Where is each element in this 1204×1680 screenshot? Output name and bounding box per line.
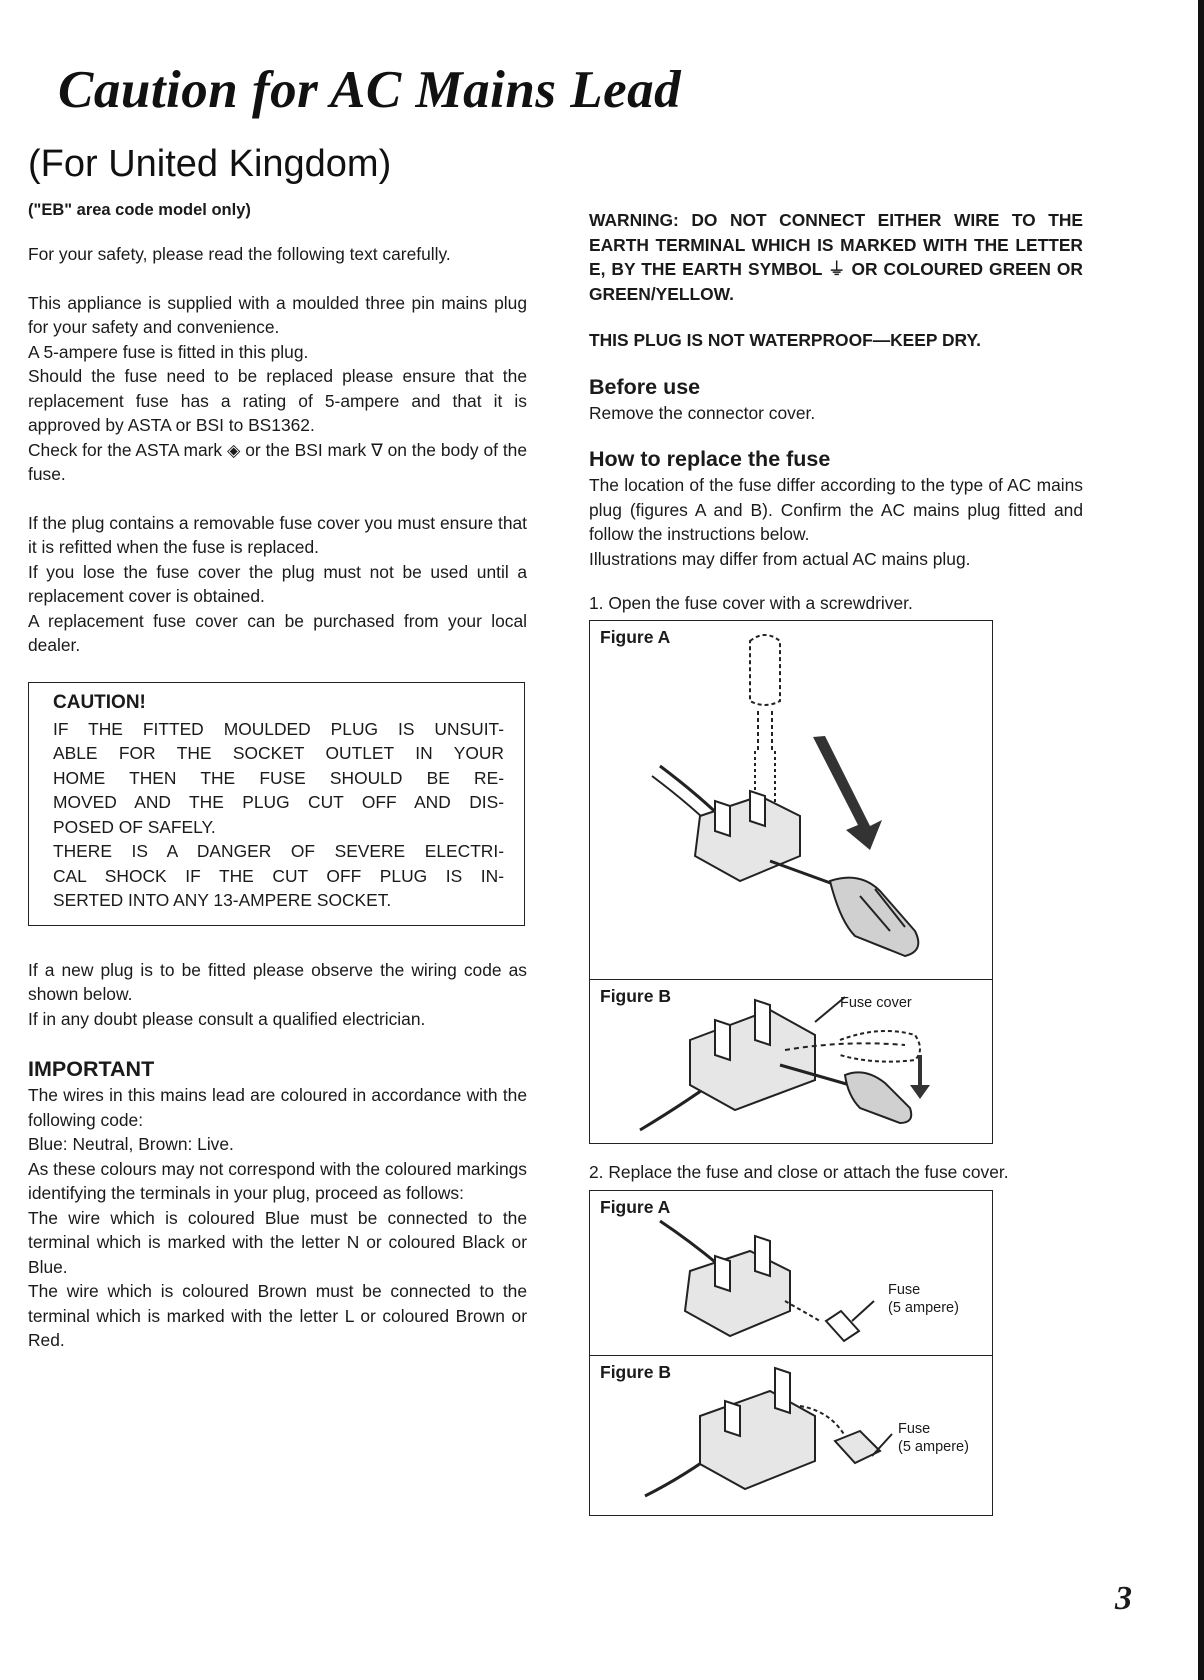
step1-figure-b: [589, 980, 993, 1144]
caution-line: IF THE FITTED MOULDED PLUG IS UNSUIT-: [53, 718, 504, 739]
wiring-note: If in any doubt please consult a qualified electrician.: [28, 1008, 426, 1029]
important-line: The wire which is coloured Brown must be connected to the terminal which is marked with the letter L or coloured Brown or Red.: [28, 1281, 527, 1350]
replace-fuse-text: Illustrations may differ from actual AC mains plug.: [589, 548, 971, 569]
scan-edge: [1198, 0, 1204, 1680]
left-column: [28, 198, 527, 1353]
replace-fuse-heading: How to replace the fuse: [589, 447, 831, 471]
fuse-label: Fuse: [898, 1421, 931, 1437]
caution-box: [28, 682, 525, 926]
important-heading: IMPORTANT: [28, 1057, 155, 1081]
figure-b-label: Figure B: [600, 985, 671, 1006]
fuse-cover-line: If you lose the fuse cover the plug must not be used until a replacement cover is obtained.: [28, 561, 527, 606]
caution-line: MOVED AND THE PLUG CUT OFF AND DIS-: [53, 792, 504, 812]
step-2-text: 2. Replace the fuse and close or attach the fuse cover.: [589, 1161, 1009, 1182]
step1-figure-a: [589, 620, 993, 980]
page-subtitle: (For United Kingdom): [28, 143, 392, 185]
screwdriver-plug-illustration: [590, 621, 994, 981]
caution-line: POSED OF SAFELY.: [53, 816, 216, 837]
step-1-text: 1. Open the fuse cover with a screwdriver.: [589, 593, 913, 613]
fuse-cover-line: If the plug contains a removable fuse cover you must ensure that it is refitted when the fuse is replaced.: [28, 512, 527, 557]
important-line: The wires in this mains lead are coloured in accordance with the following code:: [28, 1085, 527, 1130]
waterproof-warning: THIS PLUG IS NOT WATERPROOF—KEEP DRY.: [589, 330, 981, 350]
important-line: As these colours may not correspond with the coloured markings identifying the terminals in your plug, proceed as follows:: [28, 1158, 527, 1203]
figure-b-label-2: Figure B: [600, 1362, 671, 1382]
replace-fuse-text: The location of the fuse differ according to the type of AC mains plug (figures A and B). Confirm the AC mains plug fitted and follow the instructions below.: [589, 475, 1083, 544]
page-title: Caution for AC Mains Lead: [58, 61, 682, 119]
before-use-heading: Before use: [589, 374, 701, 399]
safety-intro: For your safety, please read the following text carefully.: [28, 244, 451, 264]
caution-line: THERE IS A DANGER OF SEVERE ELECTRI-: [53, 841, 504, 861]
step2-figure-a: [589, 1190, 993, 1356]
fuse-rating: (5 ampere): [898, 1439, 969, 1455]
caution-heading: CAUTION!: [53, 691, 146, 713]
plug-info-line: This appliance is supplied with a moulded three pin mains plug for your safety and convenience.: [28, 292, 527, 337]
plug-info-line: A 5-ampere fuse is fitted in this plug.: [28, 341, 309, 362]
caution-line: ABLE FOR THE SOCKET OUTLET IN YOUR: [53, 743, 504, 763]
fuse-rating: (5 ampere): [888, 1300, 959, 1316]
important-line: The wire which is coloured Blue must be connected to the terminal which is marked with the letter N or coloured Black or Blue.: [28, 1207, 527, 1277]
fuse-callout-a: [888, 1281, 959, 1317]
fuse-cover-label: Fuse cover: [840, 994, 912, 1011]
fuse-label: Fuse: [888, 1282, 921, 1298]
figure-a-label: Figure A: [600, 626, 671, 647]
earth-warning: WARNING: DO NOT CONNECT EITHER WIRE TO THE EARTH TERMINAL WHICH IS MARKED WITH THE LETTER E, BY THE EARTH SYMBOL ⏚ OR COLOURED GREEN OR GREEN/YELLOW.: [589, 210, 1083, 304]
caution-line: HOME THEN THE FUSE SHOULD BE RE-: [53, 767, 504, 788]
fuse-cover-line: A replacement fuse cover can be purchased from your local dealer.: [28, 610, 527, 655]
important-line: Blue: Neutral, Brown: Live.: [28, 1134, 234, 1154]
figure-a-label-2: Figure A: [600, 1197, 671, 1217]
wiring-note: If a new plug is to be fitted please observe the wiring code as shown below.: [28, 959, 527, 1004]
step2-figure-b: [589, 1356, 993, 1516]
before-use-text: Remove the connector cover.: [589, 402, 816, 423]
fuse-callout-b: [898, 1420, 969, 1456]
plug-info-line: Should the fuse need to be replaced please ensure that the replacement fuse has a rating of 5-ampere and that it is approved by ASTA or BSI to BS1362.: [28, 366, 527, 435]
plug-info-line: Check for the ASTA mark ◈ or the BSI mark ∇ on the body of the fuse.: [28, 439, 527, 484]
area-code-note: ("EB" area code model only): [28, 201, 251, 219]
page-number: 3: [1115, 1580, 1132, 1617]
caution-line: SERTED INTO ANY 13-AMPERE SOCKET.: [53, 890, 392, 910]
caution-line: CAL SHOCK IF THE CUT OFF PLUG IS IN-: [53, 865, 504, 886]
right-column: [589, 208, 1083, 1516]
